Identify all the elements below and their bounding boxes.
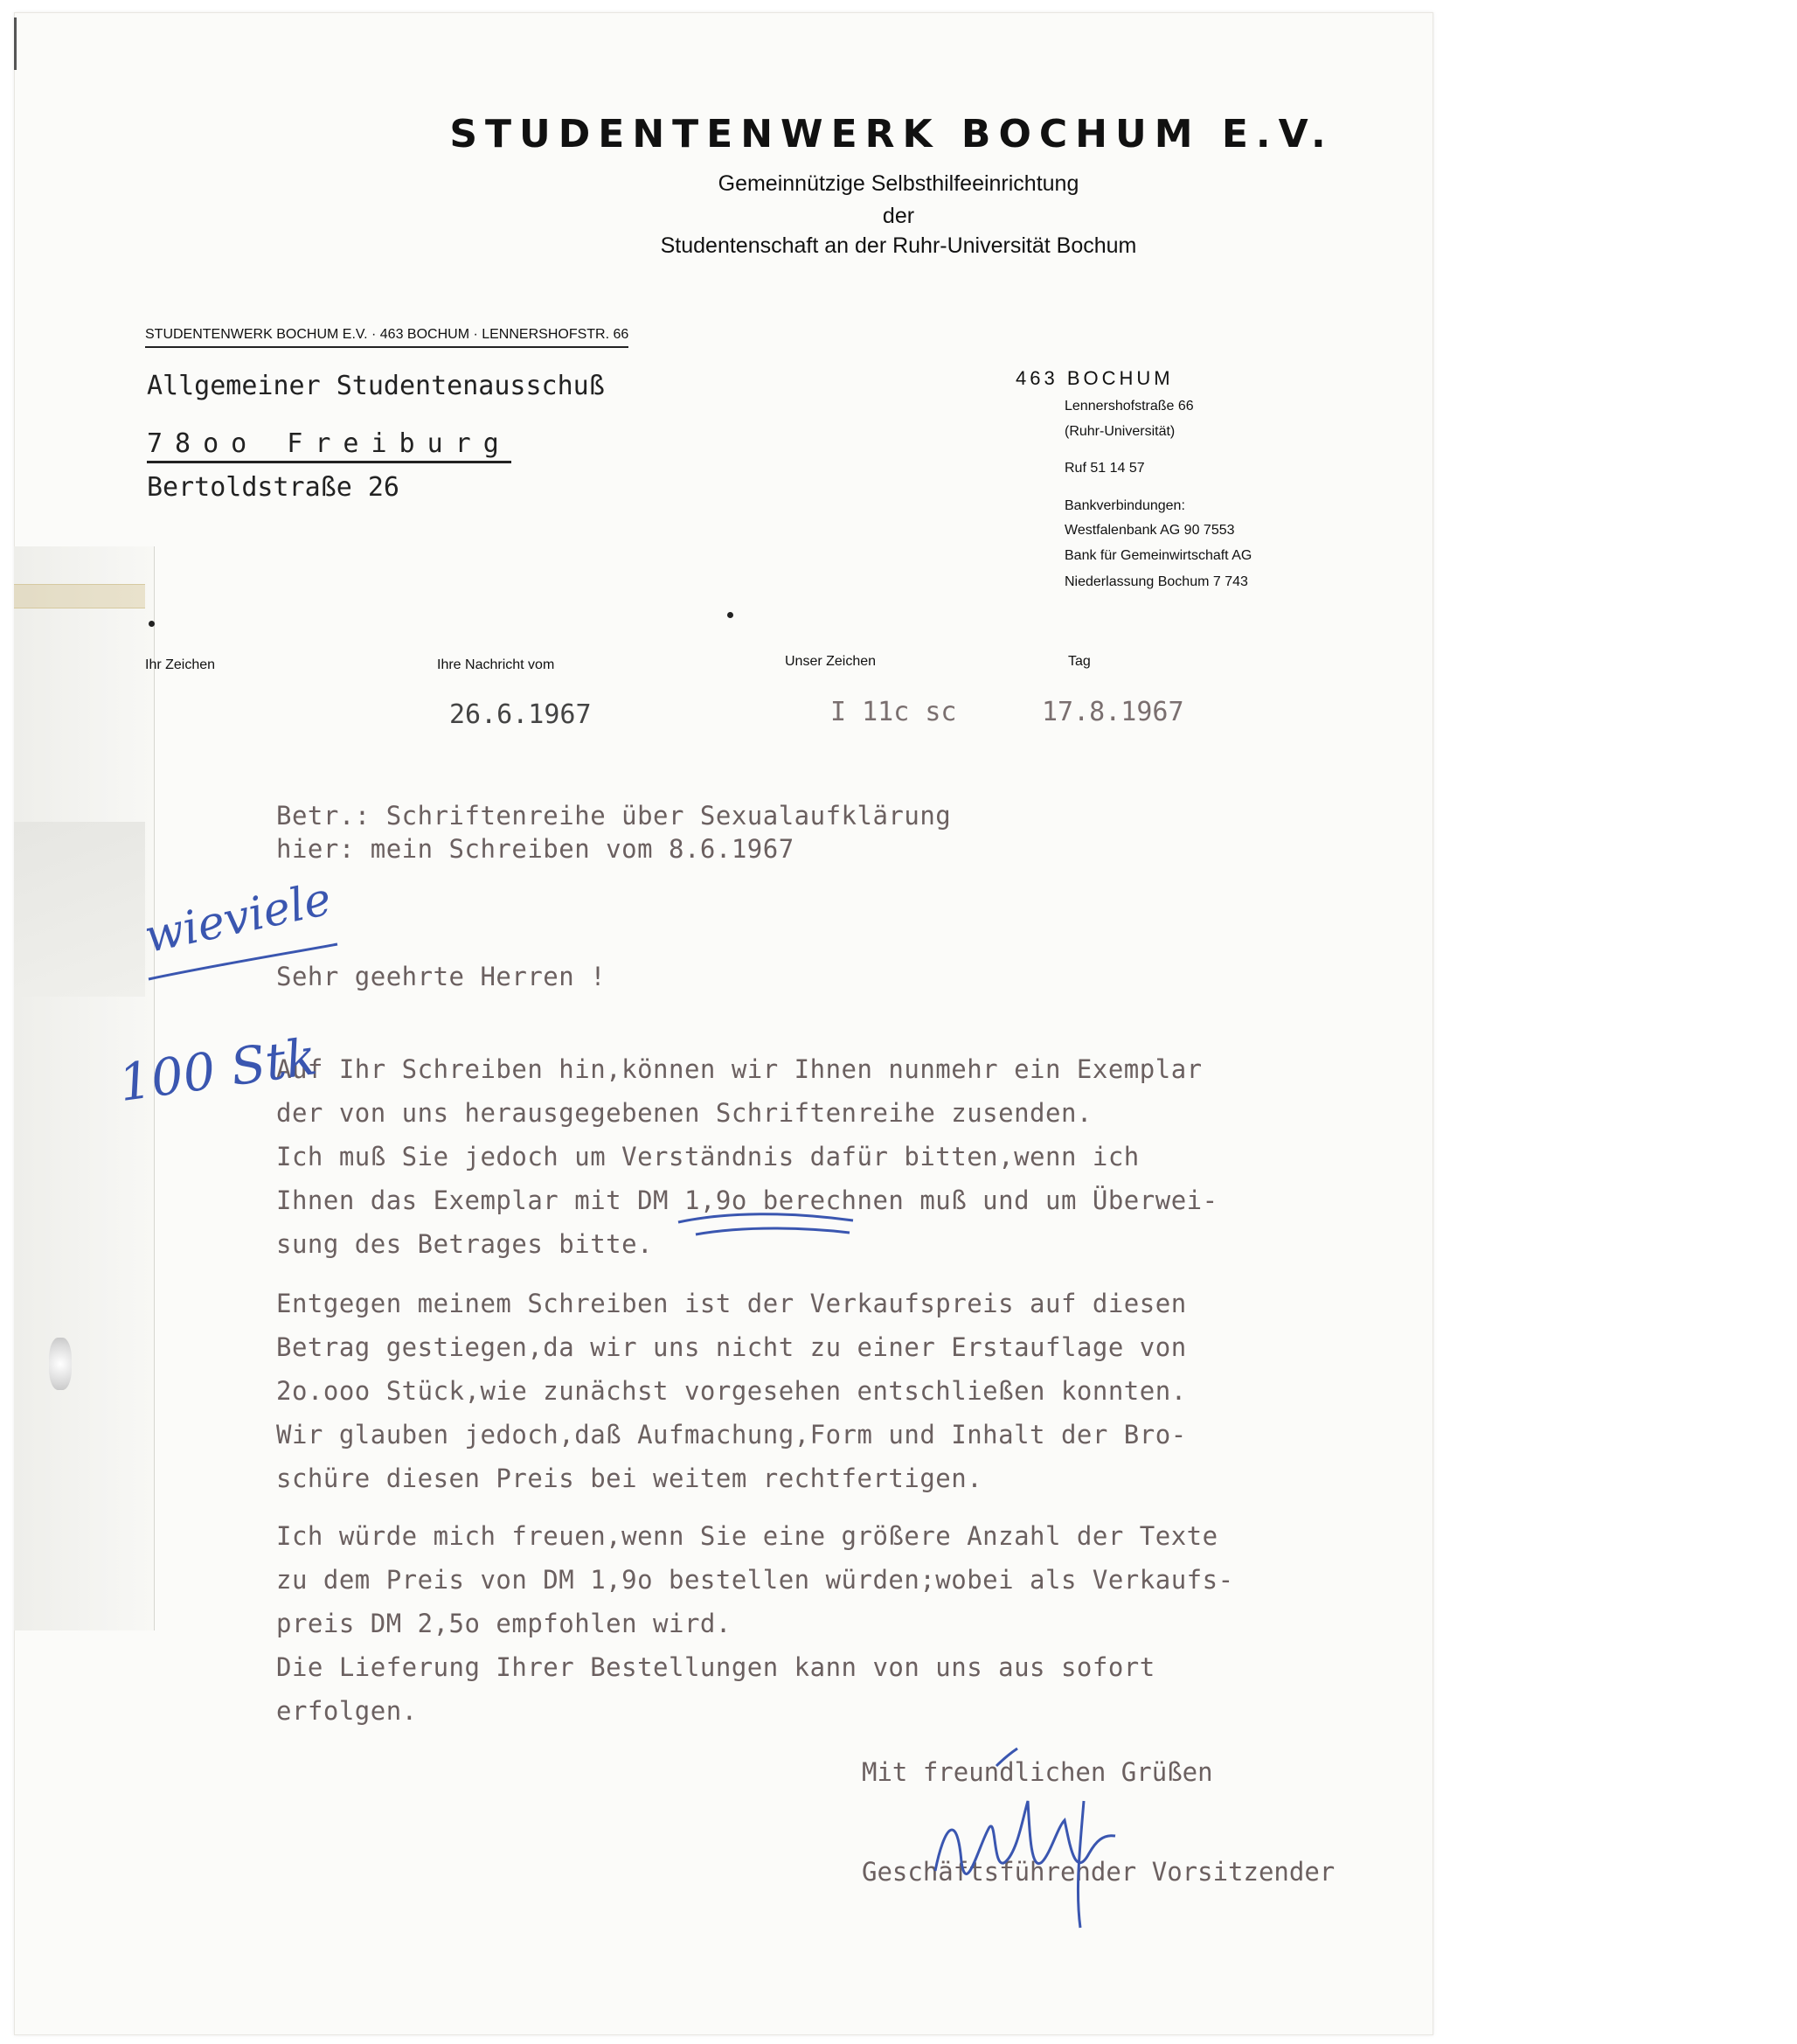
sender-bank-3: Niederlassung Bochum 7 743 [1065,574,1248,589]
recipient-street: Bertoldstraße 26 [147,472,399,503]
recipient-name: Allgemeiner Studentenausschuß [147,371,605,401]
closing-greeting: Mit freundlichen Grüßen [862,1757,1213,1787]
staple-hole [49,1338,72,1390]
body-line: Auf Ihr Schreiben hin,können wir Ihnen nunmehr ein Exemplar [276,1054,1203,1084]
sender-city: 463 BOCHUM [1016,367,1174,389]
body-line: 2o.ooo Stück,wie zunächst vorgesehen entschließen konnten. [276,1376,1187,1406]
sender-bank-1: Westfalenbank AG 90 7553 [1065,523,1235,538]
body-line: der von uns herausgegebenen Schriftenreihe zusenden. [276,1098,1093,1128]
letterhead-subtitle-1: Gemeinnützige Selbsthilfeeinrichtung [718,171,1079,196]
ihre-nachricht-value: 26.6.1967 [449,699,592,730]
ihre-nachricht-label: Ihre Nachricht vom [437,657,555,672]
tag-label: Tag [1068,654,1091,669]
unser-zeichen-label: Unser Zeichen [785,654,877,669]
sender-street: Lennershofstraße 66 [1065,399,1194,414]
sender-phone: Ruf 51 14 57 [1065,461,1145,476]
body-line: Entgegen meinem Schreiben ist der Verkaufspreis auf diesen [276,1289,1187,1318]
body-line: erfolgen. [276,1696,418,1726]
fold-mark-left [149,621,155,627]
return-address-line: STUDENTENWERK BOCHUM E.V. · 463 BOCHUM · LENNERSHOFSTR. 66 [145,327,628,348]
handwritten-underline [675,1206,858,1250]
handwritten-quantity-text: 100 Stk [114,1026,321,1114]
body-line: schüre diesen Preis bei weitem rechtfertigen. [276,1463,983,1493]
body-line: preis DM 2,5o empfohlen wird. [276,1609,732,1638]
scan-edge-mark [14,17,17,70]
ihr-zeichen-label: Ihr Zeichen [145,657,216,672]
tag-value: 17.8.1967 [1042,697,1184,727]
handwritten-note-wieviele [131,857,350,1005]
subject-line-2: hier: mein Schreiben vom 8.6.1967 [276,834,794,864]
fold-mark-center [727,612,733,618]
letterhead-subtitle-3: Studentenschaft an der Ruhr-Universität Bochum [660,233,1137,258]
letterhead-subtitle-2: der [882,204,915,228]
handwritten-note-quantity [112,1023,321,1119]
body-line: Ich würde mich freuen,wenn Sie eine größere Anzahl der Texte [276,1521,1218,1551]
attached-paper-fold [14,822,145,997]
subject-line-1: Betr.: Schriftenreihe über Sexualaufklärung [276,801,952,831]
handwritten-note-text: wieviele [140,873,337,964]
unser-zeichen-value: I 11c sc [830,697,957,727]
body-line: Wir glauben jedoch,daß Aufmachung,Form und Inhalt der Bro- [276,1420,1187,1450]
body-line: zu dem Preis von DM 1,9o bestellen würden;wobei als Verkaufs- [276,1565,1234,1595]
body-line: Ihnen das Exemplar mit DM 1,9o berechnen muß und um Überwei- [276,1185,1218,1215]
body-line: Die Lieferung Ihrer Bestellungen kann von uns aus sofort [276,1652,1155,1682]
body-line: sung des Betrages bitte. [276,1229,654,1259]
attached-paper-tape [14,584,145,608]
sender-note: (Ruhr-Universität) [1065,424,1176,439]
signature [909,1740,1145,1941]
body-line: Ich muß Sie jedoch um Verständnis dafür bitten,wenn ich [276,1142,1140,1171]
signatory-title: Geschäftsführender Vorsitzender [862,1857,1336,1887]
salutation: Sehr geehrte Herren ! [276,962,607,991]
body-line: Betrag gestiegen,da wir uns nicht zu einer Erstauflage von [276,1332,1187,1362]
letterhead-title: STUDENTENWERK BOCHUM E.V. [449,112,1334,156]
sender-bank-heading: Bankverbindungen: [1065,498,1185,513]
recipient-city: 78oo Freiburg [147,428,511,463]
sender-bank-2: Bank für Gemeinwirtschaft AG [1065,548,1252,563]
